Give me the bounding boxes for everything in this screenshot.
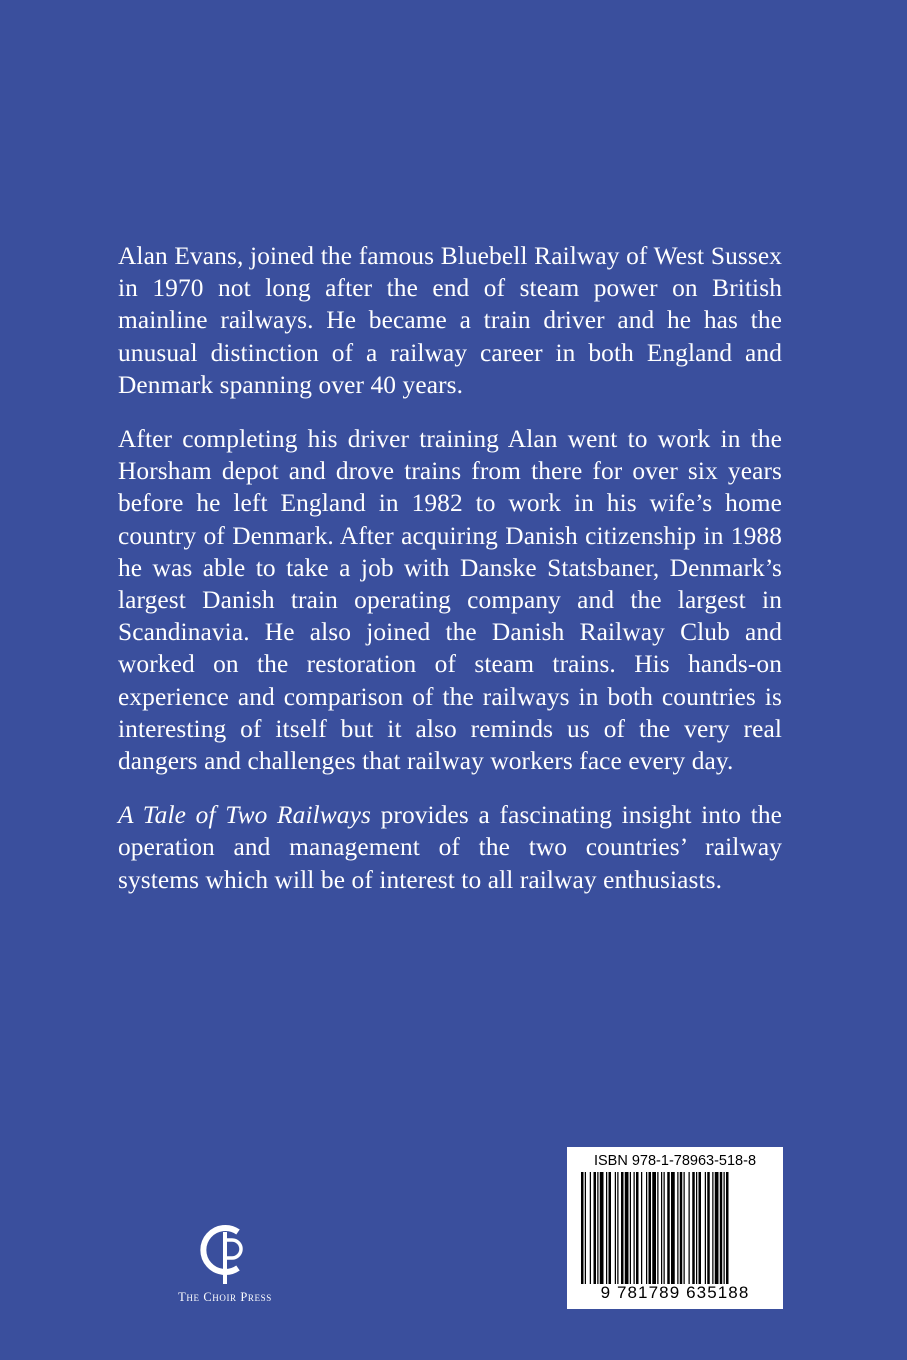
barcode-bar	[657, 1172, 658, 1284]
barcode-bar	[649, 1172, 652, 1284]
barcode-bar	[696, 1172, 697, 1284]
barcode-bar	[625, 1172, 629, 1284]
isbn-barcode	[567, 1147, 783, 1309]
barcode-bar	[641, 1172, 642, 1284]
choir-press-logo-icon	[198, 1218, 252, 1286]
barcode-bar	[590, 1172, 591, 1284]
barcode-bar	[661, 1172, 662, 1284]
back-cover-blurb	[118, 240, 782, 918]
barcode-bar	[594, 1172, 597, 1284]
barcode-digits: 9 781789 635188	[600, 1283, 750, 1302]
barcode-bar	[724, 1172, 725, 1284]
barcode-bar	[615, 1172, 616, 1284]
barcode-bar	[705, 1172, 706, 1284]
barcode-bar	[617, 1172, 618, 1284]
book-title: A Tale of Two Railways	[118, 801, 371, 830]
barcode-bar	[634, 1172, 635, 1284]
barcode-bar	[712, 1172, 713, 1284]
barcode-bar	[680, 1172, 683, 1284]
barcode-bar	[600, 1172, 604, 1284]
barcode-bar	[621, 1172, 624, 1284]
barcode-bar	[671, 1172, 675, 1284]
barcode-bar	[707, 1172, 710, 1284]
barcode-bar	[726, 1172, 729, 1284]
barcode-bar	[692, 1172, 695, 1284]
barcode-bar	[646, 1172, 647, 1284]
barcode-bar	[636, 1172, 639, 1284]
barcode-bar	[585, 1172, 586, 1284]
barcode-bar	[715, 1172, 719, 1284]
barcode-bar	[652, 1172, 656, 1284]
barcode-bar	[664, 1172, 665, 1284]
blurb-paragraph-2: After completing his driver training Alan went to work in the Horsham depot and drove trains from there for over six years before he left England in 1982 to work in his wife’s home country of Denmark. After acquiring Danish citizenship in 1988 he was able to take a job with Danske Statsbaner, Denmark’s largest Danish train operating company and the largest in Scandinavia. He also joined the Danish Railway Club and worked on the restoration of steam trains. His hands-on experience and comparison of the railways in both countries is interesting of itself but it also reminds us of the very real dangers and challenges that railway workers face every day.	[118, 425, 782, 776]
blurb-paragraph-3	[118, 799, 782, 896]
barcode-bar	[667, 1172, 670, 1284]
barcode-bars	[581, 1172, 769, 1284]
barcode-bar	[699, 1172, 702, 1284]
publisher-name: The Choir Press	[178, 1290, 272, 1304]
barcode-bar	[581, 1172, 584, 1284]
blurb-paragraph-1: Alan Evans, joined the famous Bluebell Railway of West Sussex in 1970 not long after the end of steam power on British mainline railways. He became a train driver and he has the unusual distinction of a railway career in both England and Denmark spanning over 40 years.	[118, 242, 782, 399]
barcode-bar	[597, 1172, 598, 1284]
barcode-bar	[630, 1172, 631, 1284]
publisher-logo	[150, 1218, 300, 1318]
barcode-bar	[720, 1172, 723, 1284]
barcode-bar	[609, 1172, 612, 1284]
barcode-bar	[684, 1172, 685, 1284]
barcode-bar	[606, 1172, 607, 1284]
barcode-bar	[677, 1172, 678, 1284]
isbn-label: ISBN 978-1-78963-518-8	[593, 1153, 757, 1169]
blurb-paragraph-3-text: provides a fascinating insight into the operation and management of the two countries’ railway systems which will be of interest to all railway enthusiasts.	[118, 801, 782, 894]
barcode-bar	[689, 1172, 690, 1284]
